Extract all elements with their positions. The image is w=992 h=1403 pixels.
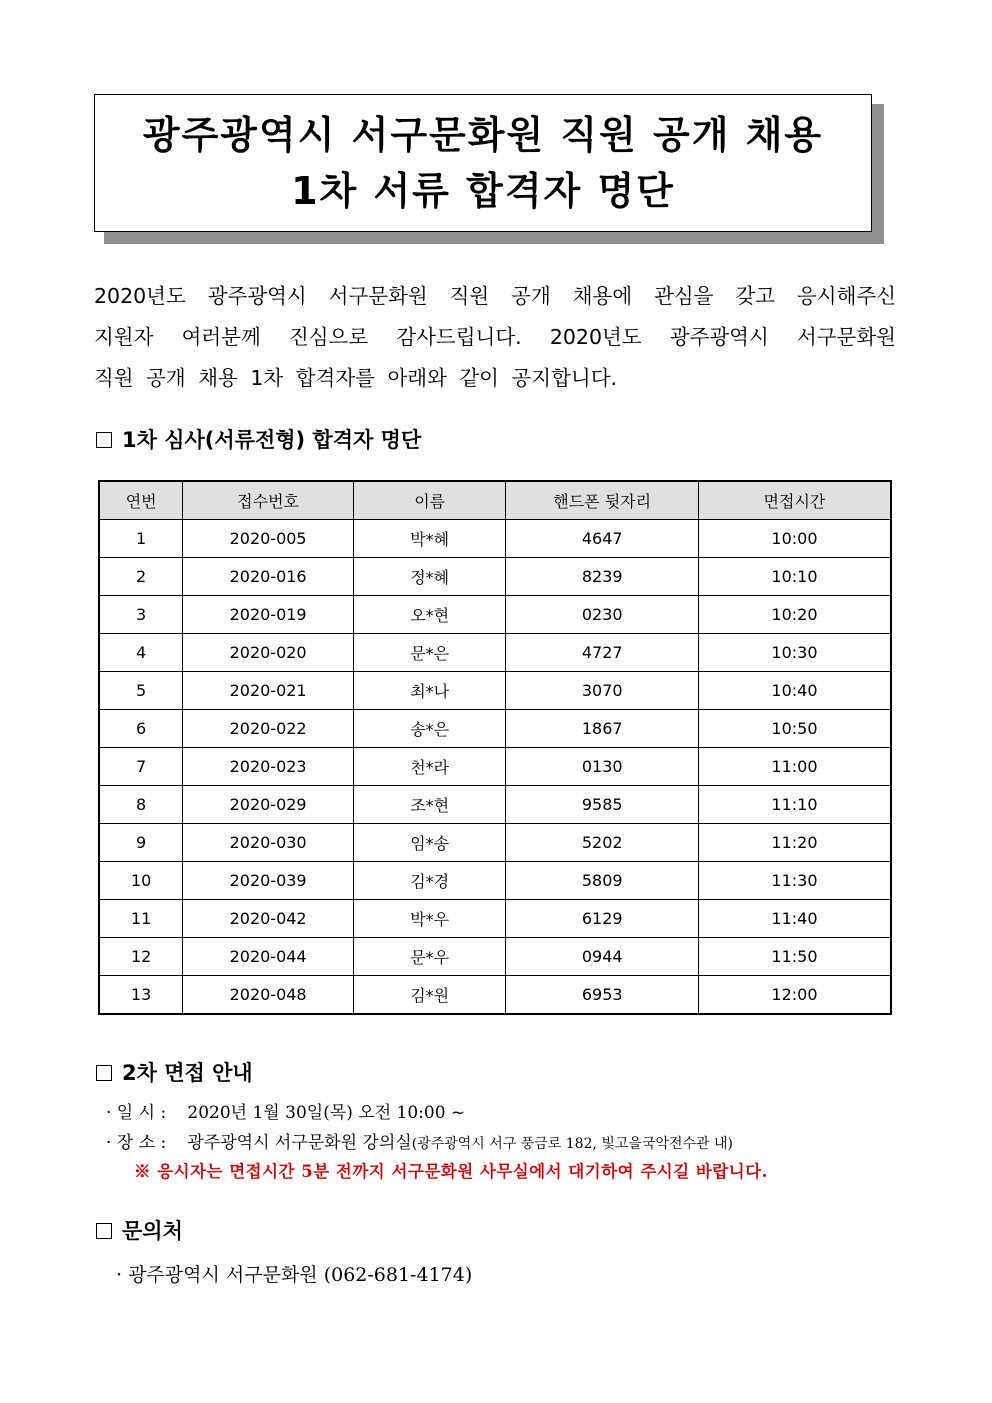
table-header-row bbox=[99, 481, 891, 520]
intro-line-1 bbox=[94, 276, 896, 317]
intro-paragraph bbox=[94, 276, 896, 399]
title-box bbox=[94, 94, 872, 232]
section-heading-results bbox=[96, 424, 421, 454]
table-row bbox=[99, 786, 891, 824]
table-row bbox=[99, 520, 891, 558]
cell-interview-time: 11:10 bbox=[698, 786, 891, 824]
cell-receipt-no: 2020-042 bbox=[183, 900, 354, 938]
cell-phone-last: 5202 bbox=[506, 824, 699, 862]
cell-phone-last: 5809 bbox=[506, 862, 699, 900]
cell-interview-time: 11:20 bbox=[698, 824, 891, 862]
cell-receipt-no: 2020-022 bbox=[183, 710, 354, 748]
intro-word: 응시해주신 bbox=[796, 284, 896, 308]
cell-phone-last: 0230 bbox=[506, 596, 699, 634]
cell-seq: 10 bbox=[99, 862, 183, 900]
intro-word: 2020년도 bbox=[94, 284, 186, 308]
cell-seq: 3 bbox=[99, 596, 183, 634]
intro-word: 광주광역시 bbox=[207, 284, 307, 308]
cell-seq: 6 bbox=[99, 710, 183, 748]
table-row bbox=[99, 938, 891, 976]
intro-word: 서구문화원 bbox=[328, 284, 428, 308]
cell-name: 오*현 bbox=[353, 596, 506, 634]
cell-seq: 13 bbox=[99, 976, 183, 1015]
results-table-body bbox=[99, 520, 891, 1015]
intro-word: 직원 bbox=[449, 284, 490, 308]
intro-word: 감사드립니다. bbox=[396, 325, 522, 349]
intro-line-2 bbox=[94, 317, 896, 358]
cell-name: 김*경 bbox=[353, 862, 506, 900]
cell-interview-time: 10:30 bbox=[698, 634, 891, 672]
header-name: 이름 bbox=[353, 481, 506, 520]
cell-seq: 5 bbox=[99, 672, 183, 710]
header-receipt-no: 접수번호 bbox=[183, 481, 354, 520]
cell-interview-time: 10:20 bbox=[698, 596, 891, 634]
table-row bbox=[99, 672, 891, 710]
interview-place-label: · 장 소 : bbox=[106, 1133, 167, 1153]
cell-receipt-no: 2020-005 bbox=[183, 520, 354, 558]
cell-seq: 2 bbox=[99, 558, 183, 596]
table-row bbox=[99, 824, 891, 862]
cell-seq: 4 bbox=[99, 634, 183, 672]
section-heading-interview-text: 2차 면접 안내 bbox=[122, 1061, 253, 1085]
cell-name: 문*우 bbox=[353, 938, 506, 976]
intro-word: 채용에 bbox=[572, 284, 633, 308]
cell-seq: 7 bbox=[99, 748, 183, 786]
cell-name: 최*나 bbox=[353, 672, 506, 710]
interview-date-label: · 일 시 : bbox=[106, 1103, 167, 1123]
cell-phone-last: 4647 bbox=[506, 520, 699, 558]
cell-seq: 11 bbox=[99, 900, 183, 938]
table-row bbox=[99, 710, 891, 748]
checkbox-square-icon bbox=[96, 1065, 112, 1081]
cell-name: 임*송 bbox=[353, 824, 506, 862]
intro-word: 서구문화원 bbox=[796, 325, 896, 349]
cell-receipt-no: 2020-029 bbox=[183, 786, 354, 824]
header-interview-time: 면접시간 bbox=[698, 481, 891, 520]
cell-receipt-no: 2020-039 bbox=[183, 862, 354, 900]
cell-phone-last: 0130 bbox=[506, 748, 699, 786]
section-heading-results-text: 1차 심사(서류전형) 합격자 명단 bbox=[122, 428, 422, 452]
interview-place-detail: (광주광역시 서구 풍금로 182, 빛고을국악전수관 내) bbox=[411, 1136, 734, 1152]
cell-phone-last: 9585 bbox=[506, 786, 699, 824]
checkbox-square-icon bbox=[96, 1223, 112, 1239]
cell-name: 김*원 bbox=[353, 976, 506, 1015]
section-heading-contact-text: 문의처 bbox=[122, 1219, 183, 1243]
table-row bbox=[99, 596, 891, 634]
cell-interview-time: 11:00 bbox=[698, 748, 891, 786]
cell-name: 천*라 bbox=[353, 748, 506, 786]
table-row bbox=[99, 862, 891, 900]
intro-word: 갖고 bbox=[735, 284, 776, 308]
intro-line-3: 직원 공개 채용 1차 합격자를 아래와 같이 공지합니다. bbox=[94, 366, 618, 390]
intro-word: 지원자 bbox=[94, 325, 154, 349]
interview-date-line bbox=[106, 1098, 465, 1123]
cell-receipt-no: 2020-030 bbox=[183, 824, 354, 862]
cell-name: 문*은 bbox=[353, 634, 506, 672]
cell-receipt-no: 2020-020 bbox=[183, 634, 354, 672]
cell-receipt-no: 2020-023 bbox=[183, 748, 354, 786]
cell-interview-time: 12:00 bbox=[698, 976, 891, 1015]
cell-name: 박*우 bbox=[353, 900, 506, 938]
cell-phone-last: 6129 bbox=[506, 900, 699, 938]
checkbox-square-icon bbox=[96, 432, 112, 448]
interview-place-line bbox=[106, 1128, 733, 1153]
results-table bbox=[98, 480, 892, 1015]
cell-interview-time: 11:30 bbox=[698, 862, 891, 900]
table-row bbox=[99, 900, 891, 938]
cell-receipt-no: 2020-044 bbox=[183, 938, 354, 976]
cell-interview-time: 11:50 bbox=[698, 938, 891, 976]
cell-interview-time: 10:10 bbox=[698, 558, 891, 596]
cell-seq: 8 bbox=[99, 786, 183, 824]
table-row bbox=[99, 634, 891, 672]
cell-name: 송*은 bbox=[353, 710, 506, 748]
cell-phone-last: 4727 bbox=[506, 634, 699, 672]
cell-phone-last: 8239 bbox=[506, 558, 699, 596]
intro-word: 관심을 bbox=[654, 284, 714, 308]
cell-seq: 12 bbox=[99, 938, 183, 976]
cell-phone-last: 0944 bbox=[506, 938, 699, 976]
cell-name: 조*현 bbox=[353, 786, 506, 824]
page-title-line1: 광주광역시 서구문화원 직원 공개 채용 bbox=[142, 113, 824, 157]
cell-interview-time: 10:40 bbox=[698, 672, 891, 710]
cell-name: 박*혜 bbox=[353, 520, 506, 558]
section-heading-interview bbox=[96, 1057, 253, 1087]
interview-date-value: 2020년 1월 30일(목) 오전 10:00 ~ bbox=[187, 1103, 466, 1123]
intro-word: 공개 bbox=[511, 284, 551, 308]
contact-line: · 광주광역시 서구문화원 (062-681-4174) bbox=[116, 1264, 473, 1286]
cell-receipt-no: 2020-021 bbox=[183, 672, 354, 710]
table-row bbox=[99, 558, 891, 596]
section-heading-contact bbox=[96, 1215, 183, 1245]
table-row bbox=[99, 748, 891, 786]
interview-warning-note: ※ 응시자는 면접시간 5분 전까지 서구문화원 사무실에서 대기하여 주시길 바랍니다. bbox=[134, 1162, 768, 1181]
cell-receipt-no: 2020-048 bbox=[183, 976, 354, 1015]
cell-interview-time: 11:40 bbox=[698, 900, 891, 938]
cell-name: 정*혜 bbox=[353, 558, 506, 596]
cell-phone-last: 6953 bbox=[506, 976, 699, 1015]
cell-receipt-no: 2020-019 bbox=[183, 596, 354, 634]
cell-phone-last: 3070 bbox=[506, 672, 699, 710]
interview-place-value: 광주광역시 서구문화원 강의실 bbox=[187, 1133, 412, 1153]
intro-word: 진심으로 bbox=[288, 325, 369, 349]
header-seq: 연번 bbox=[99, 481, 183, 520]
cell-phone-last: 1867 bbox=[506, 710, 699, 748]
table-row bbox=[99, 976, 891, 1015]
intro-word: 광주광역시 bbox=[669, 325, 769, 349]
intro-word: 2020년도 bbox=[549, 325, 642, 349]
cell-seq: 1 bbox=[99, 520, 183, 558]
header-phone-last: 핸드폰 뒷자리 bbox=[506, 481, 699, 520]
cell-receipt-no: 2020-016 bbox=[183, 558, 354, 596]
page-title-line2: 1차 서류 합격자 명단 bbox=[291, 169, 675, 213]
cell-seq: 9 bbox=[99, 824, 183, 862]
cell-interview-time: 10:00 bbox=[698, 520, 891, 558]
cell-interview-time: 10:50 bbox=[698, 710, 891, 748]
intro-word: 여러분께 bbox=[181, 325, 261, 349]
